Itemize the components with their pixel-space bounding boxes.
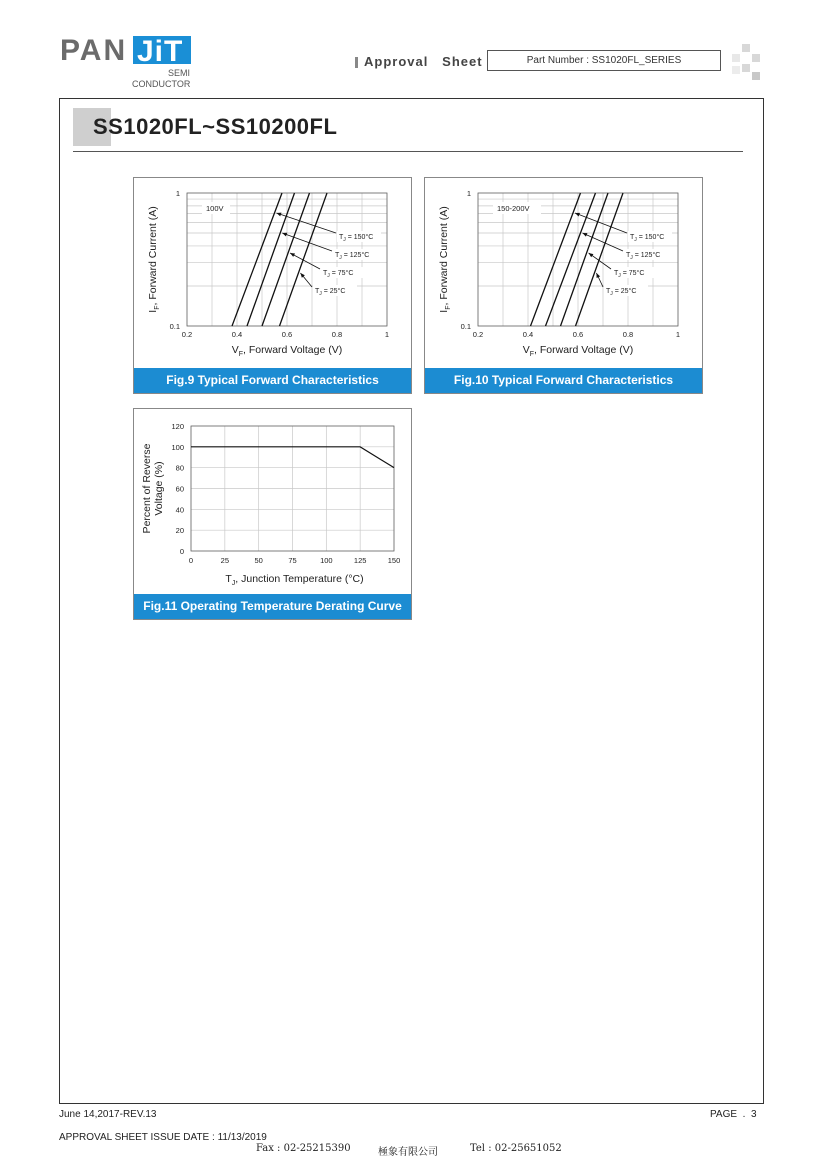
- logo-pan: PAN: [60, 34, 128, 67]
- approval-bar: [355, 57, 358, 68]
- voltage-label: 150-200V: [497, 204, 530, 213]
- approval-sheet-label: Approval Sheet: [364, 54, 483, 69]
- legend-label: $T_J = 125^\circ C$: [335, 252, 370, 261]
- x-tick-label: 0.8: [331, 330, 343, 339]
- x-axis-label: $V_F$, Forward Voltage (V): [522, 344, 634, 358]
- page-title: SS1020FL~SS10200FL: [93, 114, 338, 139]
- footer-company: 極象有限公司: [378, 1147, 438, 1158]
- legend-arrowhead: [282, 233, 287, 237]
- legend-label: $T_J = 25^\circ C$: [606, 288, 637, 297]
- x-axis-label: $V_F$, Forward Voltage (V): [231, 344, 343, 358]
- x-tick-label: 0.4: [522, 330, 534, 339]
- x-tick-label: 25: [220, 556, 230, 565]
- y-tick-label: 120: [171, 422, 184, 431]
- logo-subtitle: [132, 68, 190, 90]
- series-line: [561, 193, 609, 326]
- legend-arrowhead: [276, 213, 281, 217]
- x-tick-label: 125: [353, 556, 367, 565]
- x-tick-label: 0.6: [572, 330, 584, 339]
- series-line: [576, 193, 624, 326]
- x-tick-label: 0.8: [622, 330, 634, 339]
- decor-square: [752, 54, 760, 62]
- figure-caption: Fig.10 Typical Forward Characteristics: [425, 368, 702, 393]
- x-tick-label: 100: [320, 556, 333, 565]
- y-tick-label: 20: [175, 526, 184, 536]
- fig9-chart: [134, 178, 411, 393]
- legend-arrowhead: [575, 213, 580, 217]
- y-axis-label-line2: Voltage (%): [153, 461, 165, 516]
- y-tick-label: 40: [175, 505, 184, 515]
- x-tick-label: 1: [675, 330, 681, 339]
- x-tick-label: 50: [254, 556, 263, 565]
- y-tick-label: 60: [175, 484, 184, 494]
- fig11-chart: [134, 409, 411, 619]
- decor-square: [732, 66, 740, 74]
- x-tick-label: 0.2: [472, 330, 484, 339]
- figure-caption: Fig.9 Typical Forward Characteristics: [134, 368, 411, 393]
- y-tick-label: 100: [171, 442, 184, 452]
- y-tick-label: 1: [175, 189, 180, 198]
- footer-issue-date: APPROVAL SHEET ISSUE DATE : 11/13/2019: [59, 1132, 267, 1143]
- series-line: [232, 193, 282, 326]
- decor-square: [732, 54, 740, 62]
- legend-arrowhead: [589, 253, 594, 257]
- legend-label: $T_J = 75^\circ C$: [323, 270, 354, 279]
- x-tick-label: 0.6: [281, 330, 293, 339]
- figure-9: [133, 177, 412, 394]
- y-axis-label: $I_F$, Forward Current (A): [438, 206, 452, 313]
- y-axis-label-line1: Percent of Reverse: [141, 443, 153, 534]
- x-tick-label: 150: [387, 556, 401, 565]
- legend-label: $T_J = 150^\circ C$: [339, 234, 374, 243]
- title-divider: [73, 151, 743, 152]
- series-line: [280, 193, 328, 326]
- decor-square: [742, 44, 750, 52]
- x-axis-label: $T_J$, Junction Temperature (°C): [225, 573, 364, 587]
- part-number-box: Part Number : SS1020FL_SERIES: [487, 50, 721, 71]
- footer-date-rev: June 14,2017-REV.13: [59, 1109, 157, 1120]
- logo-jit: JiT: [137, 35, 184, 68]
- decor-square: [752, 72, 760, 80]
- legend-label: $T_J = 125^\circ C$: [626, 252, 661, 261]
- x-tick-label: 75: [288, 556, 297, 565]
- footer-tel: Tel : 02-25651052: [470, 1143, 562, 1154]
- y-tick-label: 0: [179, 547, 184, 556]
- footer-fax: Fax : 02-25215390: [256, 1143, 351, 1154]
- x-tick-label: 0.2: [181, 330, 193, 339]
- fig10-chart: [425, 178, 702, 393]
- x-tick-label: 0.4: [231, 330, 243, 339]
- legend-label: $T_J = 75^\circ C$: [614, 270, 645, 279]
- figure-caption: Fig.11 Operating Temperature Derating Curve: [134, 594, 411, 619]
- x-tick-label: 0: [188, 556, 194, 565]
- y-tick-label: 1: [466, 189, 471, 198]
- figure-10: [424, 177, 703, 394]
- y-axis-label: $I_F$, Forward Current (A): [147, 206, 161, 313]
- y-tick-label: 0.1: [169, 322, 180, 331]
- voltage-label: 100V: [206, 204, 224, 213]
- legend-arrow: [276, 213, 336, 233]
- series-line: [247, 193, 295, 326]
- decor-square: [742, 64, 750, 72]
- footer-page: PAGE . 3: [710, 1109, 757, 1120]
- legend-label: $T_J = 25^\circ C$: [315, 288, 346, 297]
- legend-arrow: [575, 213, 627, 233]
- y-tick-label: 80: [175, 463, 184, 473]
- y-tick-label: 0.1: [460, 322, 471, 331]
- legend-label: $T_J = 150^\circ C$: [630, 234, 665, 243]
- logo-sub-conductor: CONDUCTOR: [132, 79, 191, 89]
- x-tick-label: 1: [384, 330, 390, 339]
- figure-11: [133, 408, 412, 620]
- logo-sub-semi: SEMI: [167, 68, 190, 78]
